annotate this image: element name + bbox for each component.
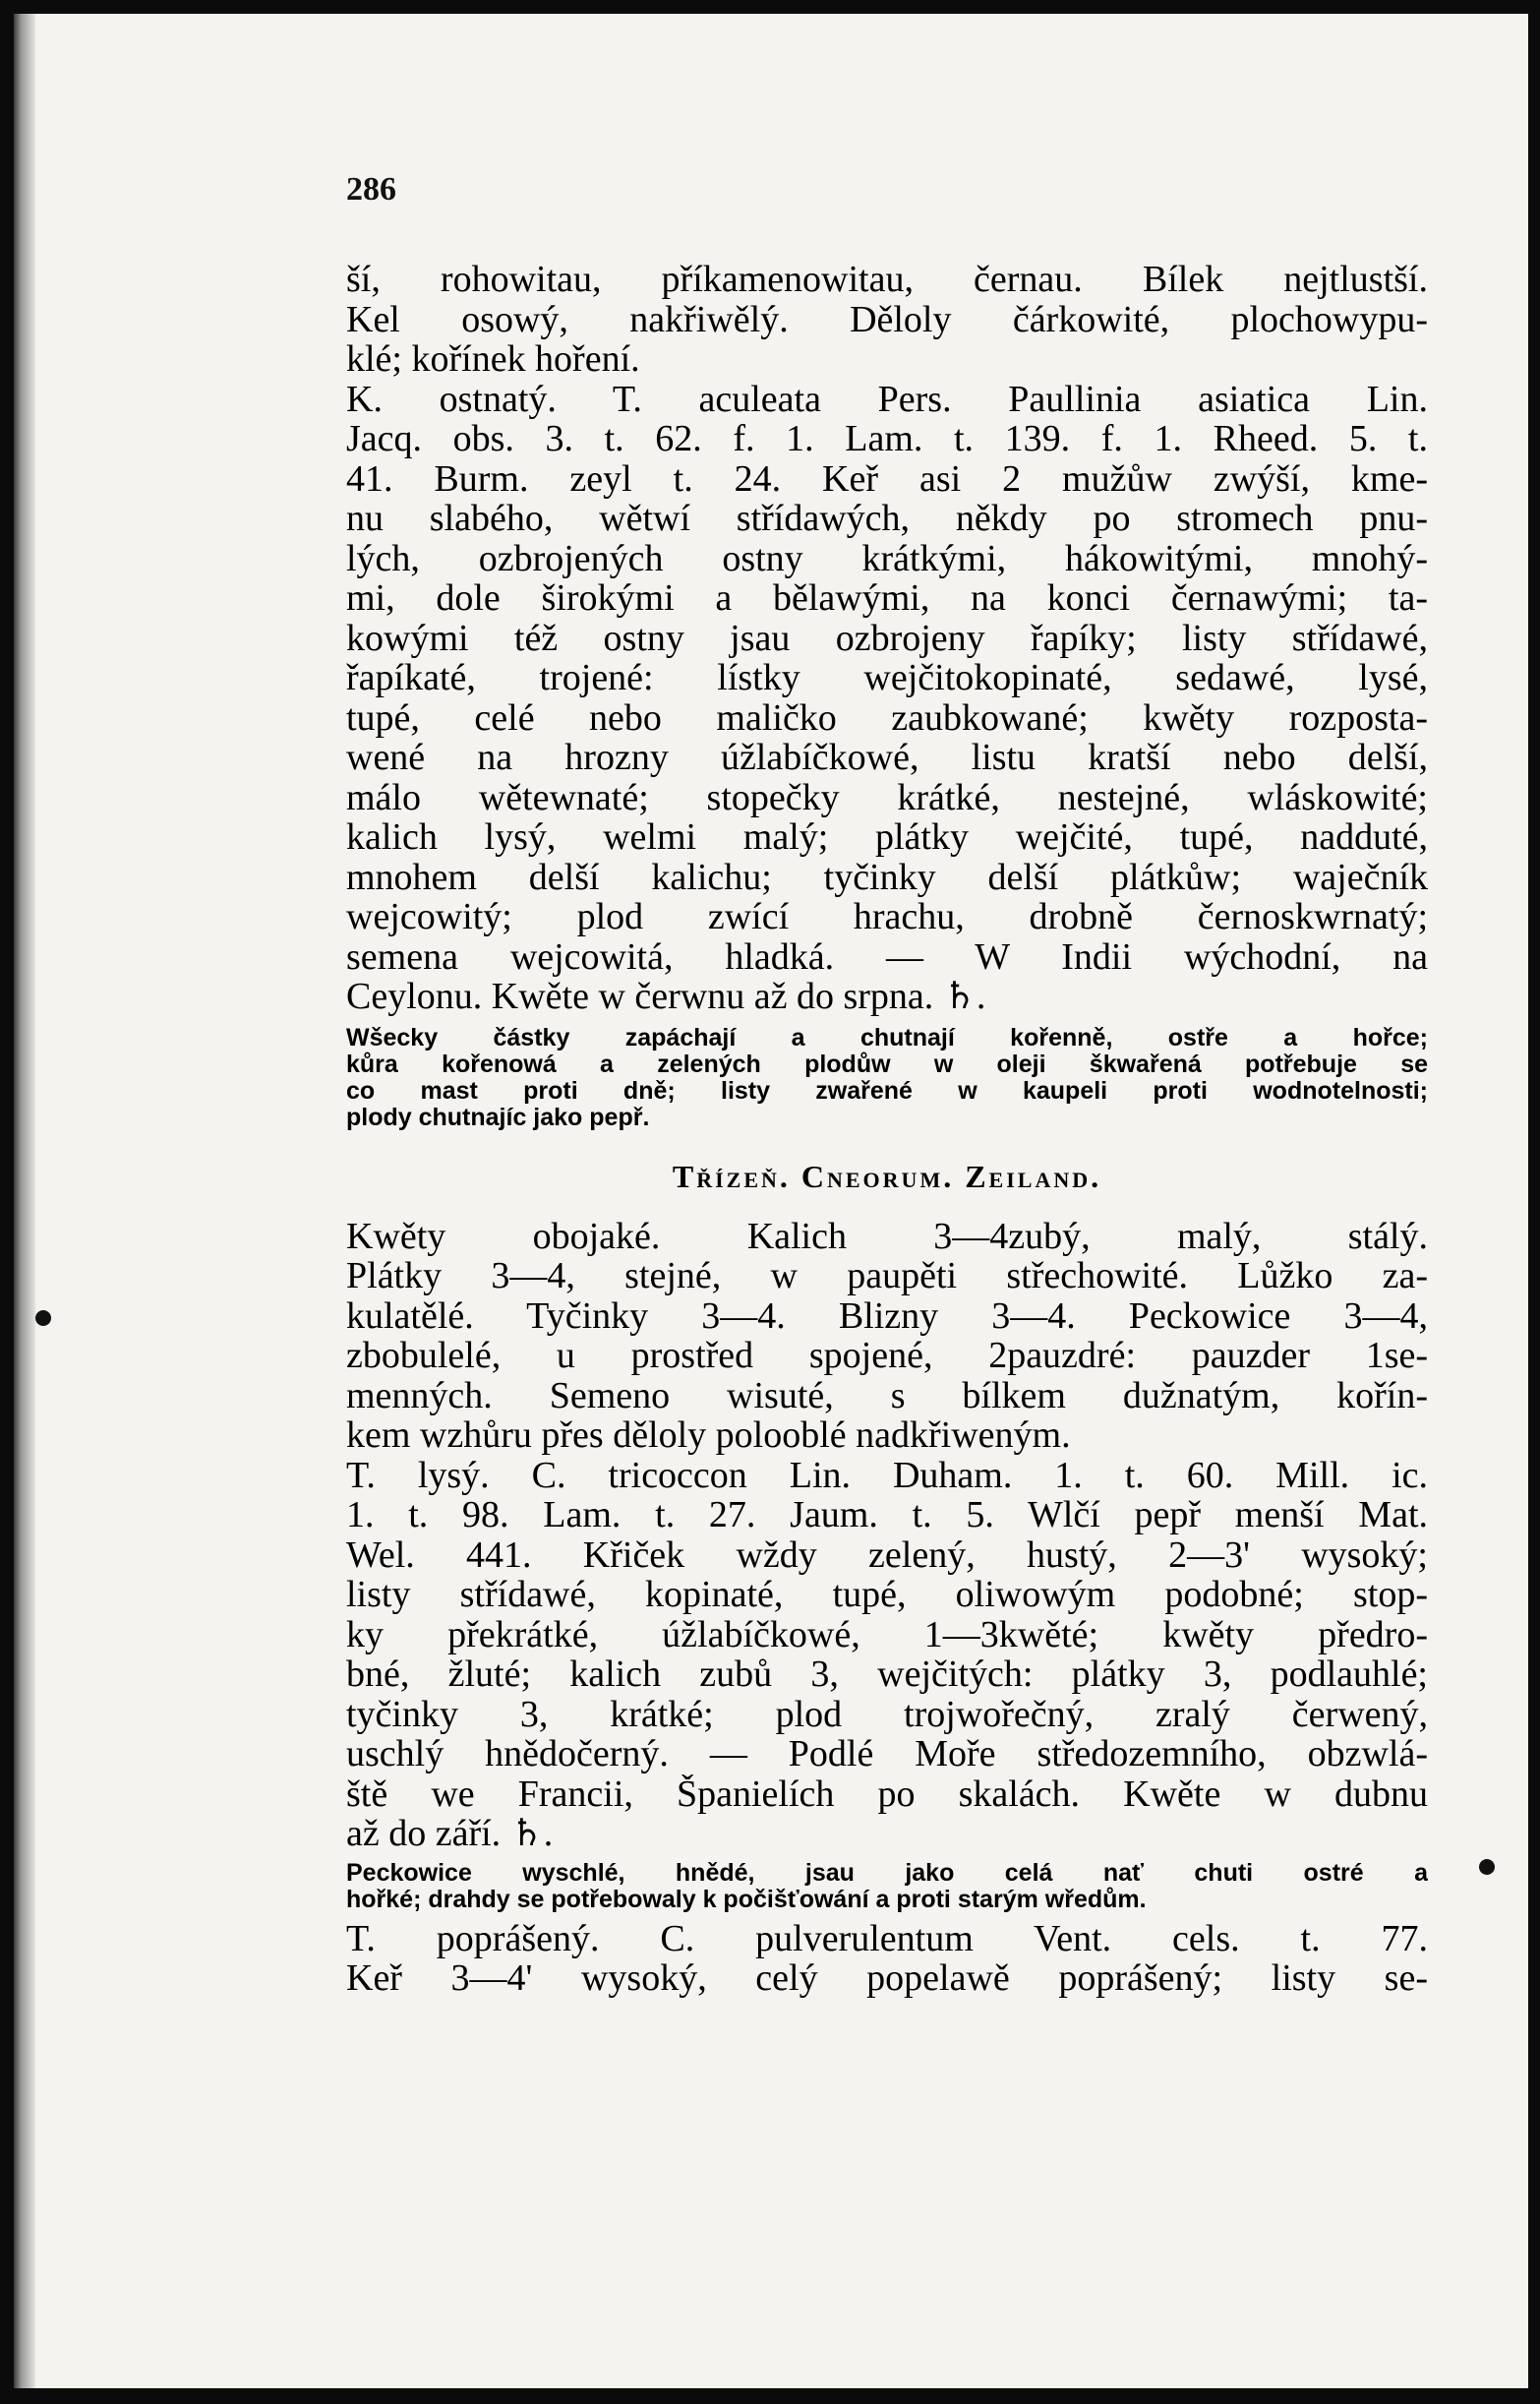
text-line: menných. Semeno wisuté, s bílkem dužnatým, kořín- (346, 1375, 1428, 1415)
page-number: 286 (346, 171, 396, 208)
text-line: zbobulelé, u prostřed spojené, 2pauzdré: pauzder 1se- (346, 1336, 1428, 1376)
text-line: mnohem delší kalichu; tyčinky delší plátkůw; waječník (346, 857, 1428, 897)
text-line: wejcowitý; plod zwící hrachu, drobně černoskwrnatý; (346, 897, 1428, 937)
text-line: kowými též ostny jsau ozbrojeny řapíky; listy střídawé, (346, 618, 1428, 658)
footnote-line: Peckowice wyschlé, hnědé, jsau jako celá nať chuti ostré a (346, 1859, 1428, 1887)
text-line: Wel. 441. Křiček wždy zelený, hustý, 2—3' wysoký; (346, 1534, 1428, 1575)
footnote-block (346, 1025, 1428, 1131)
text-line: T. lysý. C. tricoccon Lin. Duham. 1. t. 60. Mill. ic. (346, 1455, 1428, 1495)
text-line: Plátky 3—4, stejné, w paupěti střechowité. Lůžko za- (346, 1256, 1428, 1296)
text-line: Kwěty obojaké. Kalich 3—4zubý, malý, stálý. (346, 1216, 1428, 1256)
margin-mark-dot (35, 1310, 51, 1326)
margin-mark-dot (1479, 1859, 1495, 1875)
text-line: nu slabého, wětwí střídawých, někdy po stromech pnu- (346, 499, 1428, 539)
text-line: Kel osowý, nakřiwělý. Děloly čárkowité, plochowypu- (346, 299, 1428, 339)
footnote-line: Wšecky částky zapáchají a chutnají kořenně, ostře a hořce; (346, 1024, 1428, 1052)
text-line: uschlý hnědočerný. — Podlé Moře středozemního, obzwlá- (346, 1734, 1428, 1774)
paragraph-block (346, 260, 1428, 1017)
text-line: K. ostnatý. T. aculeata Pers. Paullinia asiatica Lin. (346, 379, 1428, 419)
text-line: tupé, celé nebo maličko zaubkowané; kwěty rozposta- (346, 697, 1428, 738)
footnote-line: kůra kořenowá a zelených plodůw w oleji škwařená potřebuje se (346, 1051, 1428, 1078)
text-line: mi, dole širokými a bělawými, na konci černawými; ta- (346, 578, 1428, 619)
footnote-block (346, 1860, 1428, 1913)
paragraph-block (346, 1217, 1428, 1854)
text-line: semena wejcowitá, hladká. — W Indii wýchodní, na (346, 936, 1428, 977)
text-line: řapíkaté, trojené: lístky wejčitokopinaté, sedawé, lysé, (346, 658, 1428, 698)
footnote-line: co mast proti dně; listy zwařené w kaupeli proti wodnotelnosti; (346, 1077, 1428, 1105)
text-line: bné, žluté; kalich zubů 3, wejčitých: plátky 3, podlauhlé; (346, 1654, 1428, 1695)
text-line: tyčinky 3, krátké; plod trojwořečný, zralý čerwený, (346, 1694, 1428, 1734)
text-line: 1. t. 98. Lam. t. 27. Jaum. t. 5. Wlčí pepř menší Mat. (346, 1495, 1428, 1535)
text-line: klé; kořínek hoření. (346, 339, 640, 380)
text-line: ky překrátké, úžlabíčkowé, 1—3kwěté; kwěty předro- (346, 1614, 1428, 1654)
book-page (14, 14, 1528, 2388)
page-binding-edge (14, 14, 35, 2388)
text-line: kem wzhůru přes děloly polooblé nadkřiweným. (346, 1415, 1071, 1456)
text-line: málo wětewnaté; stopečky krátké, nestejné, wláskowité; (346, 777, 1428, 817)
text-line: T. poprášený. C. pulverulentum Vent. cels. t. 77. (346, 1918, 1428, 1958)
text-line: Keř 3—4' wysoký, celý popelawě poprášený; listy se- (346, 1958, 1428, 1999)
page-text (346, 260, 1428, 1999)
text-line: kalich lysý, welmi malý; plátky wejčité, tupé, nadduté, (346, 817, 1428, 858)
text-line: 41. Burm. zeyl t. 24. Keř asi 2 mužůw zwýší, kme- (346, 458, 1428, 499)
text-line: Jacq. obs. 3. t. 62. f. 1. Lam. t. 139. f. 1. Rheed. 5. t. (346, 419, 1428, 459)
footnote-line: hořké; drahdy se potřebowaly k počišťowání a proti starým wředům. (346, 1886, 1147, 1913)
text-line: listy střídawé, kopinaté, tupé, oliwowým podobné; stop- (346, 1575, 1428, 1615)
paragraph-block (346, 1919, 1428, 1999)
text-line: ště we Francii, Španielích po skalách. Kwěte w dubnu (346, 1773, 1428, 1814)
text-line: Ceylonu. Kwěte w čerwnu až do srpna. ♄. (346, 977, 986, 1017)
section-heading: Třízeň. Cneorum. Zeiland. (672, 1158, 1102, 1194)
text-line: lých, ozbrojených ostny krátkými, hákowitými, mnohý- (346, 538, 1428, 578)
text-line: kulatělé. Tyčinky 3—4. Blizny 3—4. Peckowice 3—4, (346, 1295, 1428, 1336)
text-line: ší, rohowitau, příkamenowitau, černau. Bílek nejtlustší. (346, 260, 1428, 300)
footnote-line: plody chutnajíc jako pepř. (346, 1104, 650, 1131)
text-line: wené na hrozny úžlabíčkowé, listu kratší nebo delší, (346, 738, 1428, 778)
text-line: až do září. ♄. (346, 1814, 554, 1854)
